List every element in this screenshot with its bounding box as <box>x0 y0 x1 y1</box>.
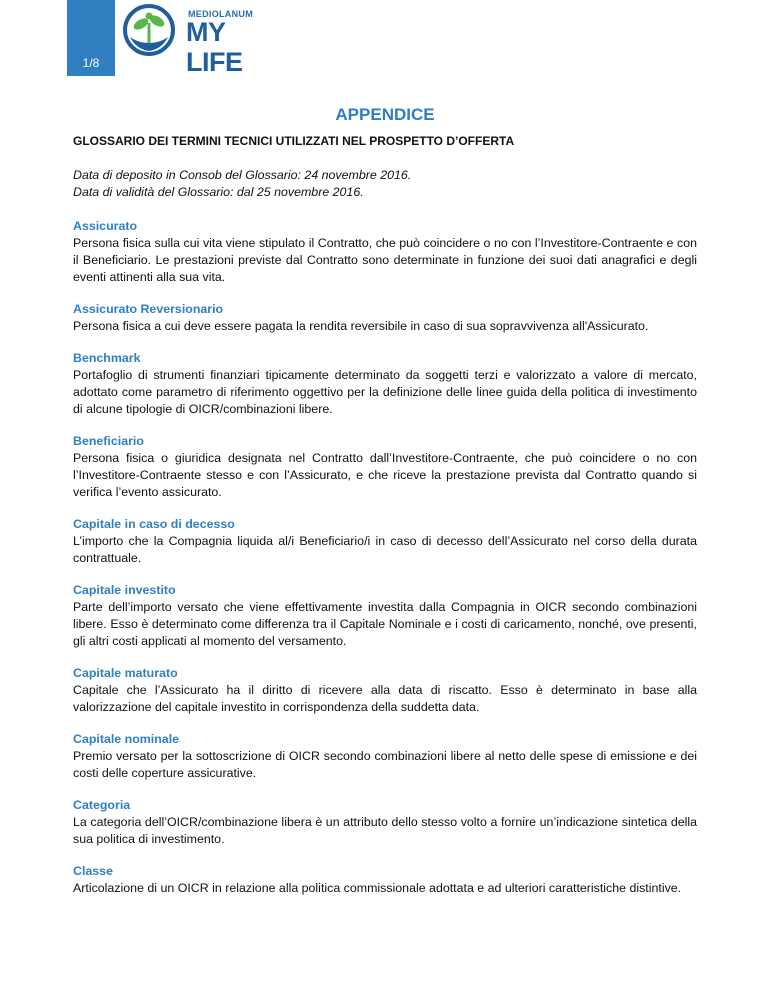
glossary-term: Categoria <box>73 798 131 812</box>
logo-product-name: MY LIFE <box>186 17 243 77</box>
glossary-entry <box>73 582 697 650</box>
glossary-entry <box>73 665 697 716</box>
glossary-term: Capitale investito <box>73 583 176 597</box>
glossary-definition: Parte dell’importo versato che viene effettivamente investita dalla Compagnia in OICR secondo combinazioni libere. Esso è determinato come differenza tra il Capitale Nominale e i costi di caricamento, nonché, ove presenti, gli altri costi applicati al momento del versamento. <box>73 600 697 648</box>
glossary-dates <box>73 167 697 201</box>
page-number-tab <box>67 0 115 76</box>
glossary-entry <box>73 301 697 335</box>
glossary-definition: L’importo che la Compagnia liquida al/i Beneficiario/i in caso di decesso dell’Assicurato nel corso della durata contrattuale. <box>73 534 697 565</box>
glossary-term: Beneficiario <box>73 434 144 448</box>
glossary-entry <box>73 797 697 848</box>
glossary-definition: Premio versato per la sottoscrizione di OICR secondo combinazioni libere al netto delle spese di emissione e dei costi delle coperture assicurative. <box>73 749 697 780</box>
glossary-definition: La categoria dell’OICR/combinazione libera è un attributo dello stesso volto a fornire un’indicazione sintetica della sua politica di investimento. <box>73 815 697 846</box>
glossary-term: Capitale in caso di decesso <box>73 517 235 531</box>
glossary-term: Benchmark <box>73 351 141 365</box>
glossary-definition: Persona fisica sulla cui vita viene stipulato il Contratto, che può coincidere o no con l’Investitore-Contraente e con il Beneficiario. Le prestazioni previste dal Contratto sono determinate in funzione dei suoi dati anagrafici e degli eventi attinenti alla sua vita. <box>73 236 697 284</box>
glossary-entry <box>73 218 697 286</box>
document-body <box>73 106 697 912</box>
page-number: 1/8 <box>82 56 100 70</box>
glossary-term: Capitale maturato <box>73 666 178 680</box>
glossary-term: Classe <box>73 864 113 878</box>
glossary-entry <box>73 350 697 418</box>
validity-date: Data di validità del Glossario: dal 25 novembre 2016. <box>73 185 364 199</box>
logo-emblem-icon <box>122 3 182 57</box>
glossary-definition: Capitale che l’Assicurato ha il diritto di ricevere alla data di riscatto. Esso è determinato in base alla valorizzazione del capitale investito in corrispondenza della suddetta data. <box>73 683 697 714</box>
glossary-term: Assicurato Reversionario <box>73 302 224 316</box>
glossary-heading: GLOSSARIO DEI TERMINI TECNICI UTILIZZATI NEL PROSPETTO D’OFFERTA <box>73 134 515 148</box>
document-title: APPENDICE <box>335 105 435 124</box>
glossary-entry <box>73 731 697 782</box>
logo-brand-name: MEDIOLANUM <box>188 9 253 19</box>
glossary-definition: Persona fisica o giuridica designata nel Contratto dall’Investitore-Contraente, che può coincidere o no con l’Investitore-Contraente stesso e con l’Assicurato, e che riceve la prestazione prevista dal Contratto quando si verifica l’evento assicurato. <box>73 451 697 499</box>
glossary-definition: Articolazione di un OICR in relazione alla politica commissionale adottata e ad ulteriori caratteristiche distintive. <box>73 881 682 895</box>
glossary-definition: Portafoglio di strumenti finanziari tipicamente determinato da soggetti terzi e valorizzato a valore di mercato, adottato come parametro di riferimento oggettivo per la definizione delle linee guida della politica di investimento di alcune tipologie di OICR/combinazioni libere. <box>73 368 697 416</box>
glossary-entry <box>73 433 697 501</box>
glossary-term: Capitale nominale <box>73 732 180 746</box>
deposit-date: Data di deposito in Consob del Glossario: 24 novembre 2016. <box>73 168 412 182</box>
glossary-definition: Persona fisica a cui deve essere pagata la rendita reversibile in caso di sua sopravvivenza all'Assicurato. <box>73 319 649 333</box>
glossary-entry <box>73 516 697 567</box>
glossary-term: Assicurato <box>73 219 138 233</box>
glossary-entry <box>73 863 697 897</box>
mediolanum-my-life-logo <box>122 3 274 77</box>
